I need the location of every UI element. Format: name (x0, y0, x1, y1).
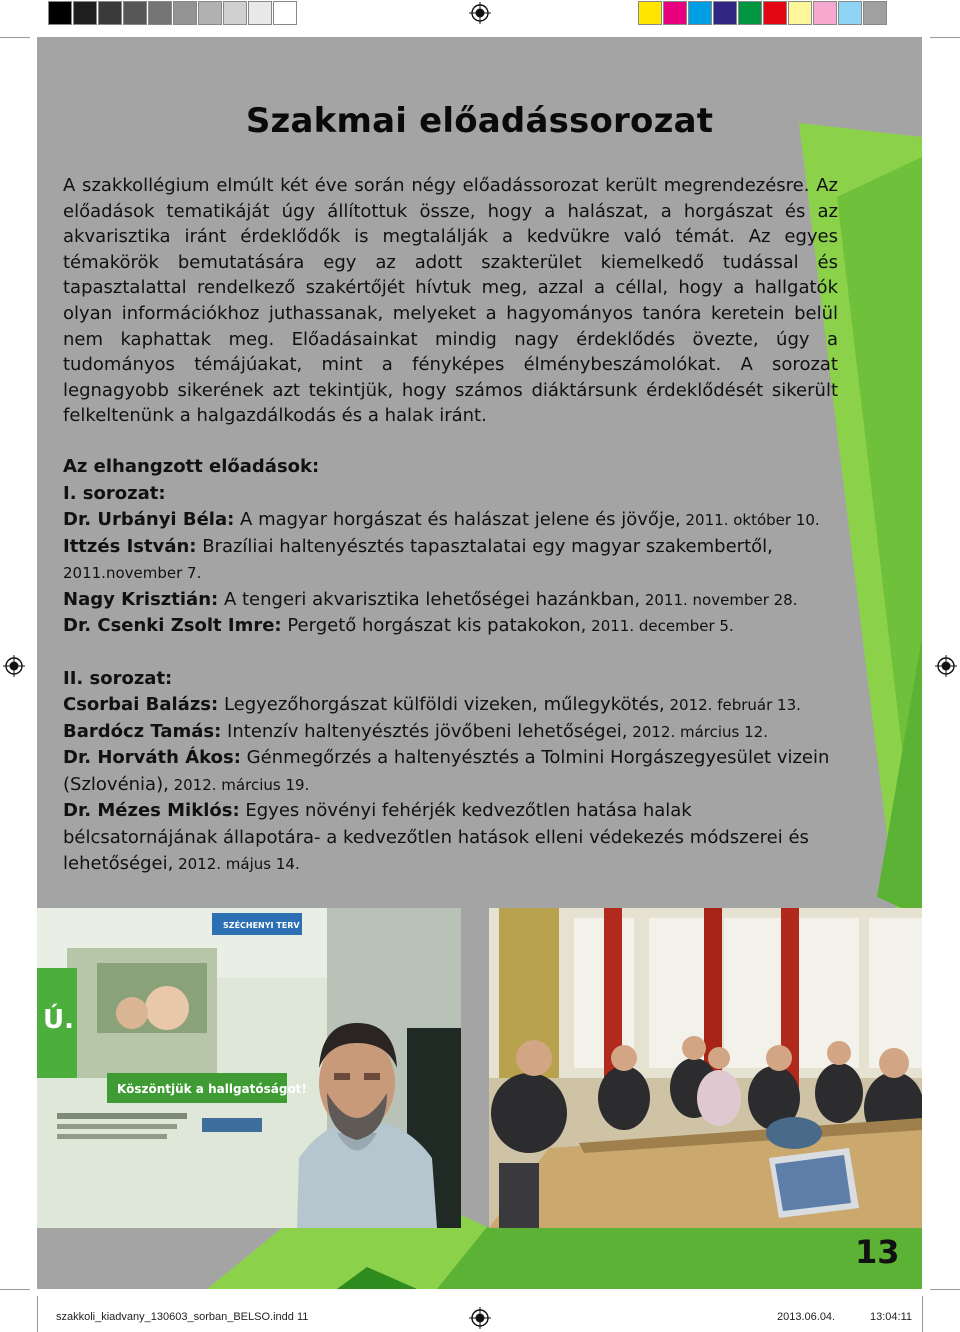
lecture-list (63, 454, 838, 878)
slide-title-text: Köszöntjük a hallgatóságot! (117, 1082, 307, 1096)
lecture-topic: Legyezőhorgászat külföldi vizeken, műlegykötés, (218, 694, 665, 715)
intro-paragraph: A szakkollégium elmúlt két éve során négy előadássorozat került megrendezésre. Az előadások tematikáját úgy állítottuk össze, hogy a halászat, a horgászat és az akvarisztika iránt érdeklődők is megtalálják a kedvükre való témát. Az egyes témakörök bemutatására egy az adott szakterület kiemelkedő tudással és tapasztalattal rendelkező szakértőjét hívtuk meg, azzal a céllal, hogy a hallgatók olyan információkhoz juthassanak, melyeket a hagyományos tanóra keretein belül nem kaphattak meg. Előadásainkat mindig nagy érdeklődés övezte, úgy a tudományos témájúakat, mint a fényképes élménybeszámolókat. A sorozat legnagyobb sikerének azt tekintjük, hogy számos diáktársunk érdeklődését sikerült felkeltenünk a halgazdálkodás és a halak iránt. (63, 175, 838, 427)
list-item (63, 507, 838, 534)
color-swatch (663, 1, 687, 25)
lecture-date: 2011. október 10. (680, 511, 820, 529)
registration-mark-left-icon (3, 655, 25, 677)
color-swatch (738, 1, 762, 25)
speaker-name: Dr. Mézes Miklós: (63, 800, 240, 821)
list-item (63, 745, 838, 798)
registration-mark-top-icon (469, 2, 491, 24)
speaker-name: Bardócz Tamás: (63, 720, 222, 742)
list-item (63, 534, 838, 587)
series-2-label: II. sorozat: (63, 667, 173, 689)
speaker-name: Dr. Urbányi Béla: (63, 509, 235, 530)
lecture-date: 2011. november 28. (640, 590, 798, 609)
series-1-label: I. sorozat: (63, 482, 166, 504)
lectures-heading: Az elhangzott előadások: (63, 456, 320, 477)
crop-mark (930, 1289, 960, 1290)
lecture-topic: Egyes növényi fehérjék kedvezőtlen hatása halak bélcsatornájának állapotára- a kedvezőtlen hatások elleni védekezés módszerei és lehetőségei, (63, 800, 809, 874)
lecture-topic: Génmegőrzés a haltenyésztés a Tolmini Horgászegyesület vizein (Szlovénia), (63, 747, 830, 795)
lecture-date: 2012. február 13. (664, 696, 801, 714)
color-swatch (838, 1, 862, 25)
color-swatch (73, 1, 97, 25)
color-swatch (48, 1, 72, 25)
svg-text:Ú.: Ú. (43, 1005, 74, 1035)
list-item (63, 798, 838, 878)
lecture-topic: Brazíliai haltenyésztés tapasztalatai egy magyar szakembertől, (196, 535, 773, 557)
speaker-name: Dr. Csenki Zsolt Imre: (63, 615, 282, 636)
page-title: Szakmai előadássorozat (245, 101, 714, 141)
color-swatch (763, 1, 787, 25)
color-swatch (148, 1, 172, 25)
lecture-date: 2011. december 5. (586, 617, 734, 635)
lecture-date: 2012. március 12. (627, 722, 768, 741)
color-swatch (98, 1, 122, 25)
lecture-topic: A tengeri akvarisztika lehetőségei hazánkban, (218, 588, 641, 610)
color-swatch (198, 1, 222, 25)
grayscale-color-bar (48, 1, 298, 25)
color-swatch (173, 1, 197, 25)
speaker-name: Csorbai Balázs: (63, 694, 219, 715)
crop-mark (37, 1296, 38, 1332)
poster-brand-text: SZÉCHENYI TERV (223, 921, 300, 930)
footer-file-name: szakkoli_kiadvany_130603_sorban_BELSO.indd 11 (56, 1311, 309, 1323)
color-swatch (713, 1, 737, 25)
speaker-name: Dr. Horváth Ákos: (63, 747, 241, 768)
color-swatch (123, 1, 147, 25)
photo-presenter (37, 908, 461, 1228)
speaker-name: Ittzés István: (63, 535, 197, 557)
lecture-date: 2012. május 14. (173, 855, 300, 873)
lecture-topic: Pergető horgászat kis patakokon, (281, 615, 587, 636)
speaker-name: Nagy Krisztián: (63, 588, 219, 610)
list-item (63, 613, 838, 640)
list-item (63, 719, 838, 746)
page (37, 37, 922, 1289)
color-swatch (863, 1, 887, 25)
registration-mark-right-icon (935, 655, 957, 677)
process-color-bar (638, 1, 888, 25)
color-swatch (788, 1, 812, 25)
color-swatch (273, 1, 297, 25)
color-swatch (813, 1, 837, 25)
lecture-topic: A magyar horgászat és halászat jelene és jövője, (234, 509, 681, 530)
footer-time: 13:04:11 (870, 1311, 913, 1323)
color-swatch (248, 1, 272, 25)
footer-date: 2013.06.04. (777, 1311, 836, 1323)
lecture-date: 2011.november 7. (63, 564, 202, 582)
crop-mark (0, 1289, 30, 1290)
lecture-topic: Intenzív haltenyésztés jövőbeni lehetőségei, (221, 720, 628, 742)
photo-audience (489, 908, 922, 1228)
color-swatch (688, 1, 712, 25)
lecture-date: 2012. március 19. (168, 775, 310, 794)
crop-mark (0, 37, 30, 38)
page-number: 13 (855, 1233, 900, 1271)
list-item (63, 692, 838, 719)
crop-mark (922, 1296, 923, 1332)
color-swatch (638, 1, 662, 25)
list-item (63, 587, 838, 614)
crop-mark (930, 37, 960, 38)
registration-mark-bottom-icon (469, 1307, 491, 1329)
color-swatch (223, 1, 247, 25)
